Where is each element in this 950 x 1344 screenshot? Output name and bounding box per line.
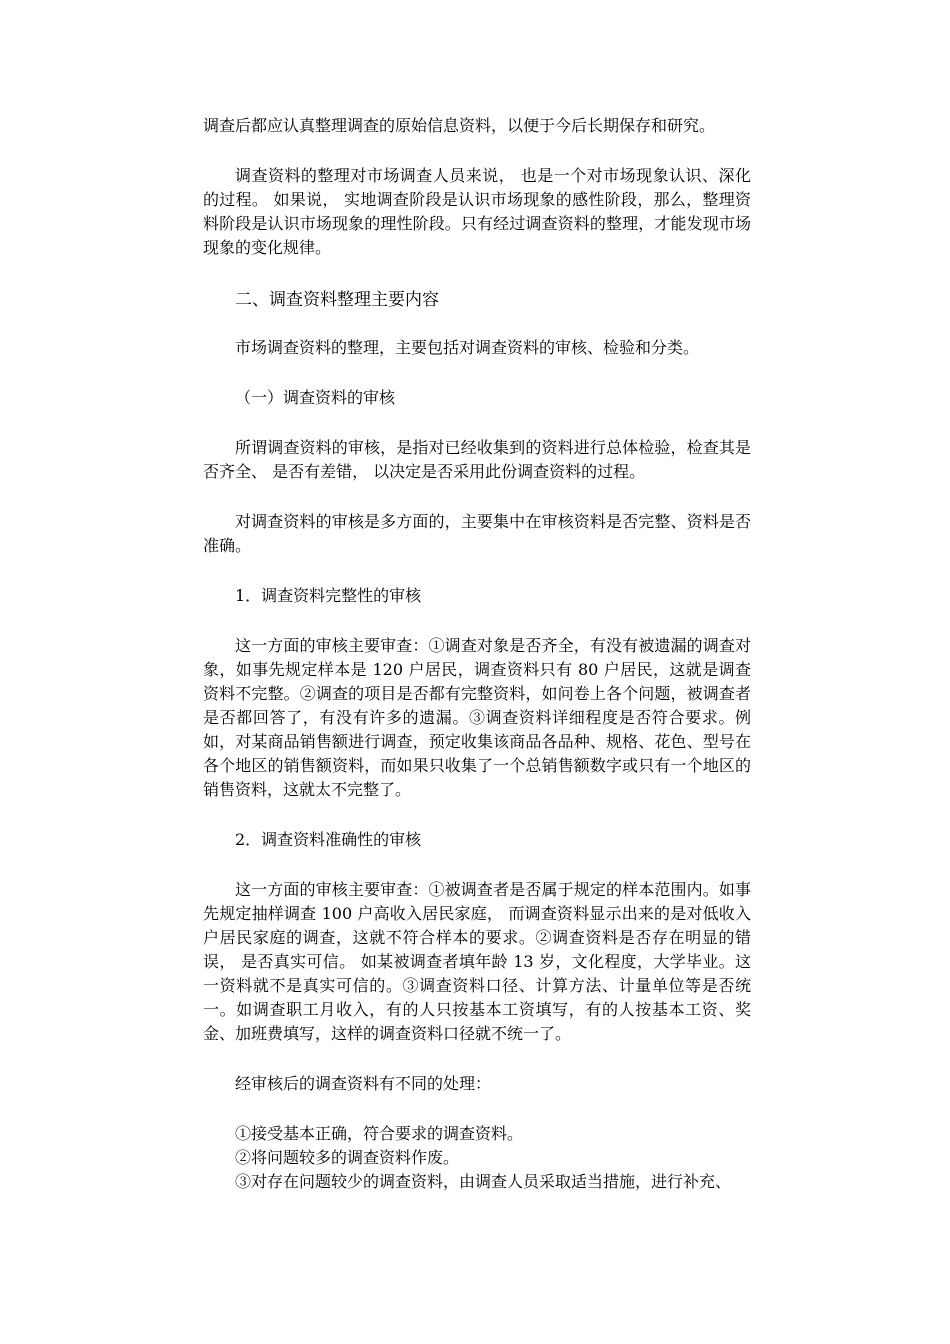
document-body xyxy=(203,114,751,1194)
paragraph-cognition: 调查资料的整理对市场调查人员来说， 也是一个对市场现象认识、深化的过程。 如果说， 实地调查阶段是认识市场现象的感性阶段，那么，整理资料阶段是认识市场现象的理性阶段。只有经过调查资料的整理，才能发现市场现象的变化规律。 xyxy=(203,166,751,257)
subsection-heading-review: （一）调查资料的审核 xyxy=(235,388,396,407)
section-heading: 二、调查资料整理主要内容 xyxy=(235,290,439,310)
list-item: ②将问题较多的调查资料作废。 xyxy=(235,1148,460,1167)
paragraph-overview: 市场调查资料的整理，主要包括对调查资料的审核、检验和分类。 xyxy=(235,338,700,357)
paragraph-completeness: 这一方面的审核主要审查：①调查对象是否齐全，有没有被遗漏的调查对象，如事先规定样本是 120 户居民，调查资料只有 80 户居民，这就是调查资料不完整。②调查的项目是否都有完整资料，如问卷上各个问题，被调查者是否都回答了，有没有许多的遗漏。③调查资料详细程度是否符合要求。例如，对某商品销售额进行调查，预定收集该商品各品种、规格、花色、型号在各个地区的销售额资料，而如果只收集了一个总销售额数字或只有一个地区的销售资料，这就太不完整了。 xyxy=(203,636,751,799)
paragraph-continuation: 调查后都应认真整理调查的原始信息资料，以便于今后长期保存和研究。 xyxy=(203,116,716,135)
paragraph-review-definition: 所谓调查资料的审核，是指对已经收集到的资料进行总体检验，检查其是否齐全、 是否有差错， 以决定是否采用此份调查资料的过程。 xyxy=(203,438,751,481)
paragraph-handling-intro: 经审核后的调查资料有不同的处理： xyxy=(235,1074,492,1093)
list-item: ③对存在问题较少的调查资料，由调查人员采取适当措施，进行补充、 xyxy=(235,1172,732,1191)
item-heading-completeness: 1．调查资料完整性的审核 xyxy=(235,586,422,605)
list-item: ①接受基本正确，符合要求的调查资料。 xyxy=(235,1124,524,1143)
item-heading-accuracy: 2．调查资料准确性的审核 xyxy=(235,830,422,849)
paragraph-review-aspects: 对调查资料的审核是多方面的，主要集中在审核资料是否完整、资料是否准确。 xyxy=(203,512,751,555)
handling-list xyxy=(203,1122,751,1194)
paragraph-accuracy: 这一方面的审核主要审查：①被调查者是否属于规定的样本范围内。如事先规定抽样调查 100 户高收入居民家庭， 而调查资料显示出来的是对低收入户居民家庭的调查，这就不符合样本的要求。②调查资料是否存在明显的错误， 是否真实可信。 如某被调查者填年龄 13 岁，文化程度，大学毕业。这一资料就不是真实可信的。③调查资料口径、计算方法、计量单位等是否统一。如调查职工月收入，有的人只按基本工资填写，有的人按基本工资、奖金、加班费填写，这样的调查资料口径就不统一了。 xyxy=(203,880,751,1043)
